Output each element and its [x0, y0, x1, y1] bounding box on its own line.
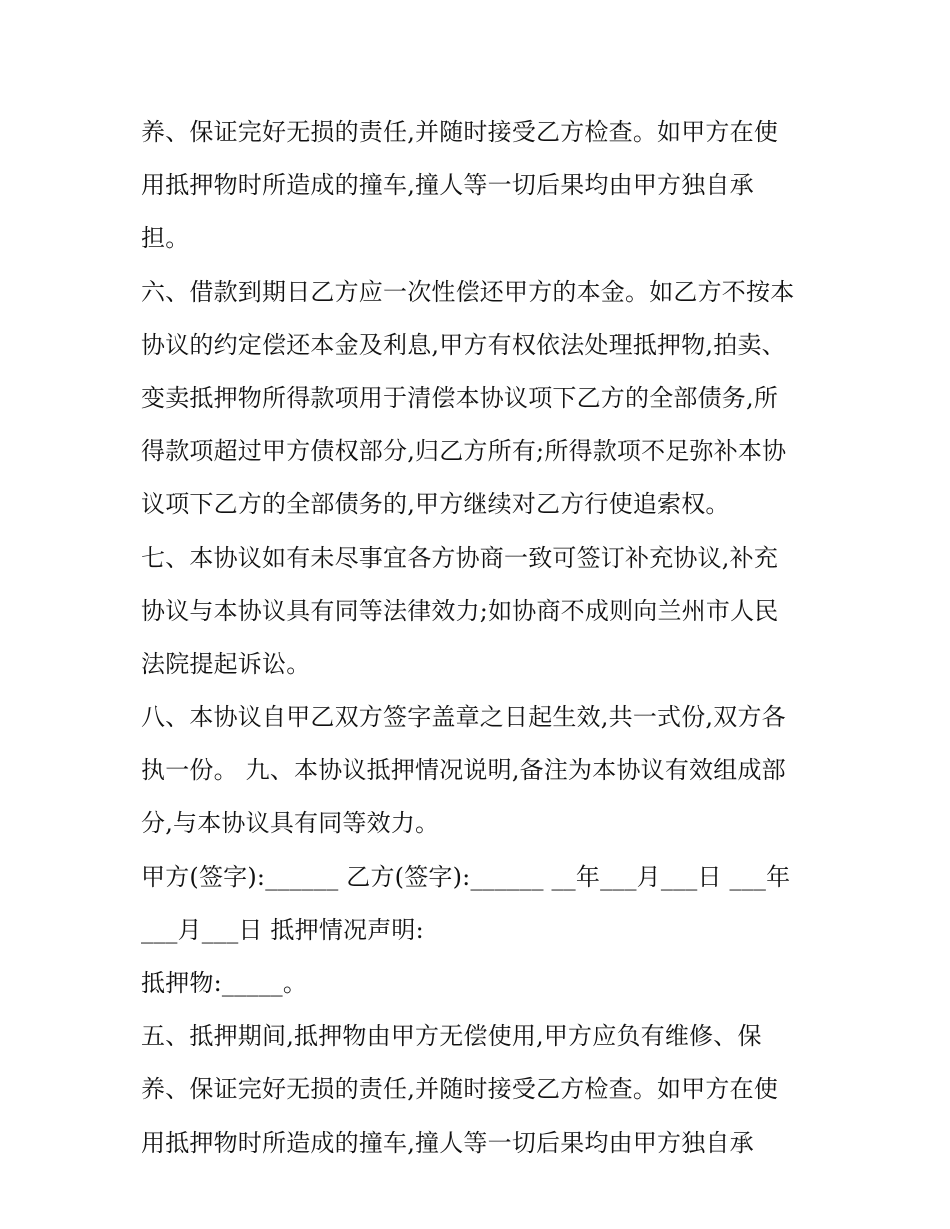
- clause-5-line: 五、抵押期间,抵押物由甲方无偿使用,甲方应负有维修、保: [141, 1022, 762, 1051]
- text-line: 分,与本协议具有同等效力。: [141, 809, 440, 838]
- text-line: 协议与本协议具有同等法律效力;如协商不成则向兰州市人民: [141, 596, 779, 625]
- text-line: 议项下乙方的全部债务的,甲方继续对乙方行使追索权。: [141, 490, 730, 519]
- signature-line: 甲方(签字):______ 乙方(签字):______ __年___月___日 ___年: [141, 862, 791, 891]
- text-line: 养、保证完好无损的责任,并随时接受乙方检查。如甲方在使: [141, 1075, 779, 1104]
- text-line: 用抵押物时所造成的撞车,撞人等一切后果均由甲方独自承: [141, 1128, 754, 1157]
- text-line: 协议的约定偿还本金及利息,甲方有权依法处理抵押物,拍卖、: [141, 330, 786, 359]
- clause-6-line: 六、借款到期日乙方应一次性偿还甲方的本金。如乙方不按本: [141, 277, 795, 306]
- text-line: 得款项超过甲方债权部分,归乙方所有;所得款项不足弥补本协: [141, 437, 787, 466]
- clause-8-line: 八、本协议自甲乙双方签字盖章之日起生效,共一式份,双方各: [141, 703, 786, 732]
- collateral-line: 抵押物:_____。: [141, 969, 308, 997]
- text-line: 用抵押物时所造成的撞车,撞人等一切后果均由甲方独自承: [141, 171, 754, 200]
- text-line: 法院提起诉讼。: [141, 649, 311, 678]
- document-body: [141, 106, 821, 1170]
- text-line: 变卖抵押物所得款项用于清偿本协议项下乙方的全部债务,所: [141, 383, 779, 412]
- clause-7-line: 七、本协议如有未尽事宜各方协商一致可签订补充协议,补充: [141, 543, 779, 572]
- text-line: 养、保证完好无损的责任,并随时接受乙方检查。如甲方在使: [141, 118, 779, 146]
- text-line: 担。: [141, 224, 190, 253]
- clause-9-line: 执一份。 九、本协议抵押情况说明,备注为本协议有效组成部: [141, 756, 786, 785]
- date-line: ___月___日 抵押情况声明:: [141, 915, 424, 944]
